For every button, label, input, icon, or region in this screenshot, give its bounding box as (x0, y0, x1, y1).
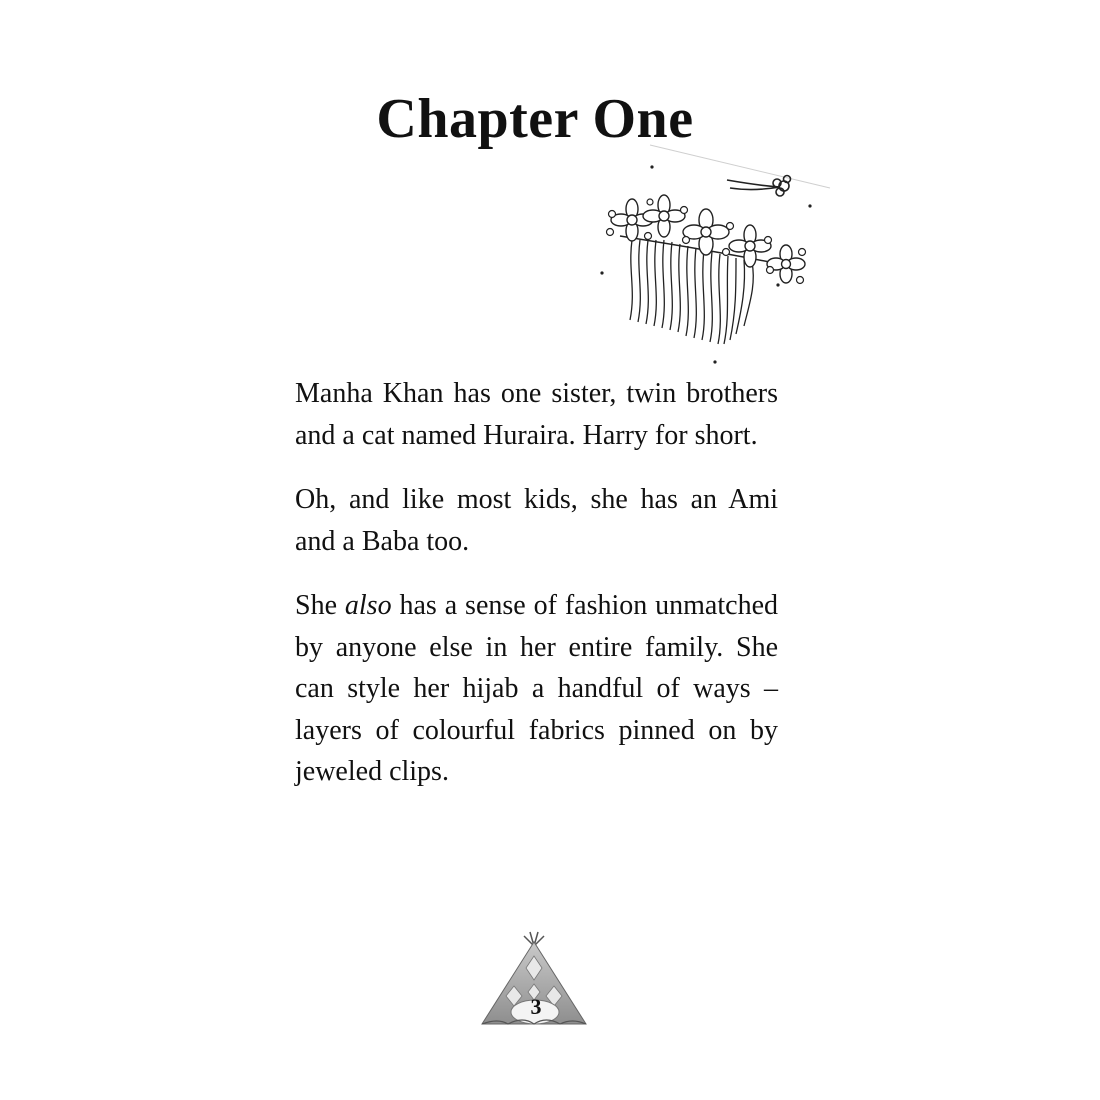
bobby-pin-icon (727, 176, 791, 197)
chapter-title: Chapter One (376, 88, 694, 150)
emphasized-word: also (344, 590, 392, 621)
page-number: 3 (530, 994, 542, 1019)
floral-hair-comb-icon (590, 140, 835, 375)
paragraph-1: Manha Khan has one sister, twin brothers and a cat named Huraira. Harry for short. (295, 378, 778, 451)
paragraph-3 (295, 585, 778, 793)
paragraph-3-start: She (295, 590, 345, 621)
chapter-body (295, 373, 778, 816)
paragraph-2: Oh, and like most kids, she has an Ami and a Baba too. (295, 484, 778, 557)
paragraph-3-rest: has a sense of fashion unmatched by anyone else in her entire family. She can style her hijab a handful of ways – layers of colourful fabrics pinned on by jeweled clips. (295, 590, 778, 787)
